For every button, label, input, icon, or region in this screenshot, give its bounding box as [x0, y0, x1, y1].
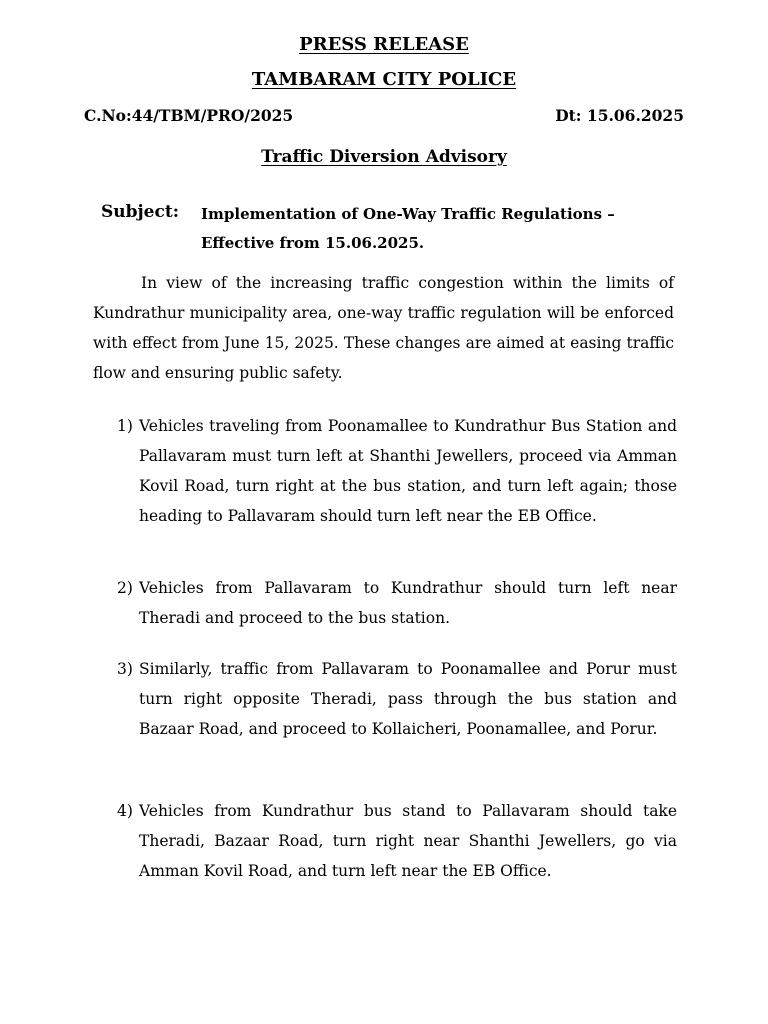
list-item-number: 4)	[117, 802, 133, 820]
organization-name: TAMBARAM CITY POLICE	[251, 69, 517, 90]
list-item-number: 3)	[117, 660, 133, 678]
list-item	[117, 411, 677, 531]
advisory-title: Traffic Diversion Advisory	[261, 147, 507, 167]
list-item-number: 1)	[117, 417, 133, 435]
list-item-text: Vehicles from Pallavaram to Kundrathur should turn left near Theradi and proceed to the bus station.	[139, 579, 677, 627]
list-item-text: Similarly, traffic from Pallavaram to Poonamallee and Porur must turn right opposite Theradi, pass through the bus station and Bazaar Road, and proceed to Kollaicheri, Poonamallee, and Porur.	[139, 660, 677, 738]
list-item-text: Vehicles traveling from Poonamallee to Kundrathur Bus Station and Pallavaram must turn left at Shanthi Jewellers, proceed via Amman Kovil Road, turn right at the bus station, and turn left again; those heading to Pallavaram should turn left near the EB Office.	[139, 417, 677, 525]
release-date: Dt: 15.06.2025	[555, 106, 684, 125]
list-item	[117, 573, 677, 633]
reference-number: C.No:44/TBM/PRO/2025	[84, 106, 294, 125]
subject-label: Subject:	[101, 202, 179, 222]
list-item-number: 2)	[117, 579, 133, 597]
list-item-text: Vehicles from Kundrathur bus stand to Pallavaram should take Theradi, Bazaar Road, turn right near Shanthi Jewellers, go via Amman Kovil Road, and turn left near the EB Office.	[139, 802, 677, 880]
intro-paragraph: In view of the increasing traffic congestion within the limits of Kundrathur municipality area, one-way traffic regulation will be enforced with effect from June 15, 2025. These changes are aimed at easing traffic flow and ensuring public safety.	[93, 274, 674, 382]
document-title: PRESS RELEASE	[299, 34, 469, 55]
list-item	[117, 796, 677, 886]
list-item	[117, 654, 677, 744]
subject-text: Implementation of One-Way Traffic Regulations – Effective from 15.06.2025.	[201, 205, 615, 252]
